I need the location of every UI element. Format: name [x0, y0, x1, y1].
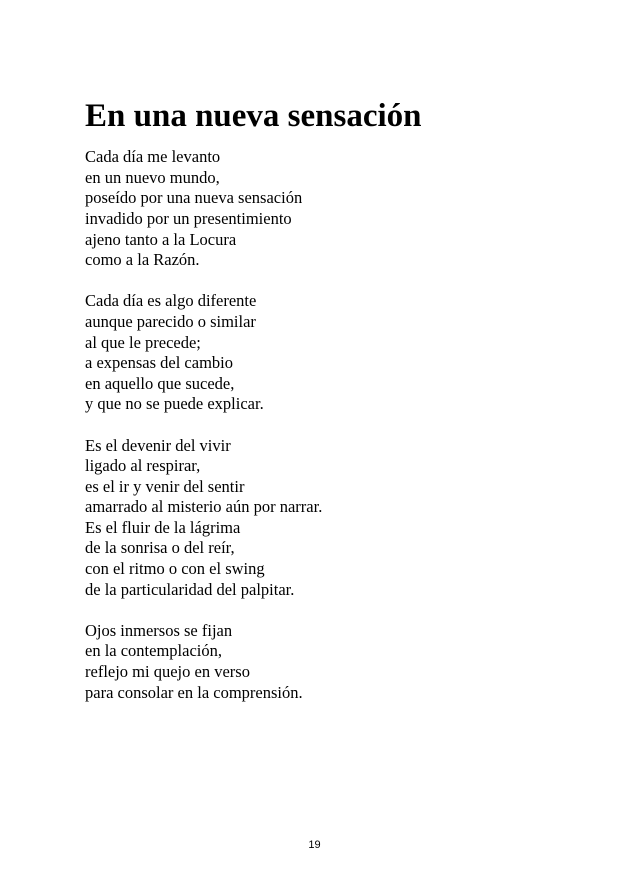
stanza-3 — [85, 436, 585, 601]
poem-line: ajeno tanto a la Locura — [85, 229, 237, 249]
page-number: 19 — [308, 839, 321, 851]
poem-line: reflejo mi quejo en verso — [85, 662, 250, 682]
poem-line: y que no se puede explicar. — [85, 394, 264, 414]
poem-line: en aquello que sucede, — [85, 373, 235, 393]
poem-line: para consolar en la comprensión. — [85, 682, 303, 702]
poem-line: aunque parecido o similar — [85, 311, 256, 331]
poem-line: en un nuevo mundo, — [85, 167, 220, 187]
stanza-4 — [85, 621, 585, 703]
poem-line: poseído por una nueva sensación — [85, 188, 303, 208]
poem-line: en la contemplación, — [85, 641, 222, 661]
poem-title: En una nueva sensación — [85, 98, 422, 134]
poem — [85, 98, 585, 703]
poem-line: Cada día es algo diferente — [85, 291, 257, 311]
poem-line: es el ir y venir del sentir — [85, 476, 245, 496]
poem-line: Cada día me levanto — [85, 147, 221, 167]
poem-line: de la particularidad del palpitar. — [85, 579, 295, 599]
poem-line: ligado al respirar, — [85, 456, 201, 476]
poem-line: a expensas del cambio — [85, 353, 233, 373]
poem-line: con el ritmo o con el swing — [85, 559, 265, 579]
poem-line: de la sonrisa o del reír, — [85, 538, 235, 558]
poem-line: Ojos inmersos se fijan — [85, 620, 233, 640]
poem-line: Es el devenir del vivir — [85, 435, 231, 455]
poem-line: Es el fluir de la lágrima — [85, 517, 241, 537]
poem-line: amarrado al misterio aún por narrar. — [85, 497, 323, 517]
poem-line: invadido por un presentimiento — [85, 208, 292, 228]
poem-line: al que le precede; — [85, 332, 201, 352]
poem-line: como a la Razón. — [85, 250, 200, 270]
stanza-1 — [85, 147, 585, 271]
stanza-2 — [85, 291, 585, 415]
